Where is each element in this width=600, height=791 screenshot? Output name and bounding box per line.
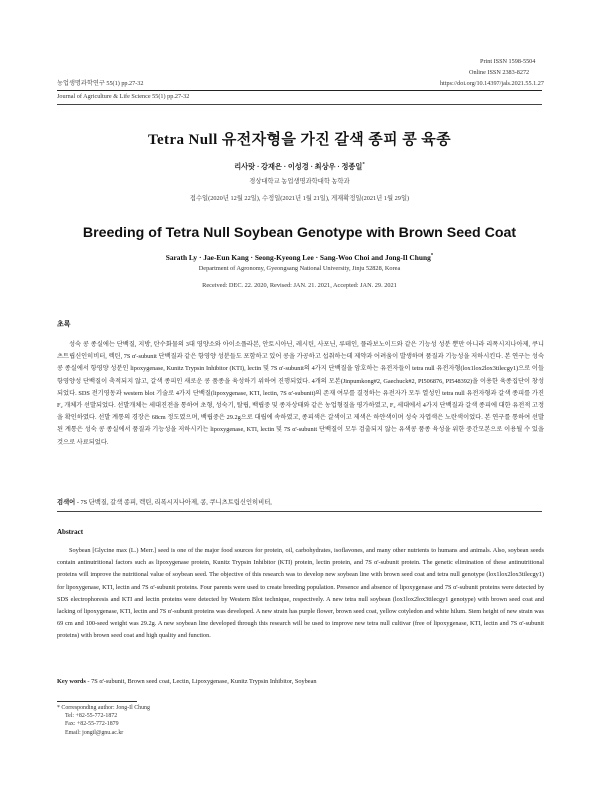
authors-korean: 리사랏 · 강재은 · 이성경 · 최상우 · 정종일* [234,162,365,171]
doi-link[interactable]: https://doi.org/10.14397/jals.2021.55.1.27 [439,80,544,87]
title-english: Breeding of Tetra Null Soybean Genotype with Brown Seed Coat [82,225,517,241]
header-rule-2 [57,104,542,105]
journal-english: Journal of Agriculture & Life Science 55(1) pp.27-32 [57,93,190,100]
title-korean: Tetra Null 유전자형을 가진 갈색 종피 콩 육종 [147,132,452,148]
keywords-english: Key words - 7S α'-subunit, Brown seed coat, Lectin, Lipoxygenase, Kunitz Trypsin Inhibitor, Soybean [57,678,317,685]
footnote-line-author: * Corresponding author: Jong-Il Chung [57,705,150,711]
keywords-korean: 검색어 - 7S 단백질, 갈색 종피, 렉틴, 리폭시지나아제, 콩, 쿠니츠트립신인히비터, [57,499,272,506]
abstract-english-body: Soybean [Glycine max (L.) Merr.] seed is one of the major food sources for protein, oil, carbohydrates, isoflavones, and many other nutrients to humans and animals. Also, soybean seeds contain antinutritional factors such as lipoxygenase protein, Kunitz Trypsin Inhibitor (KTI) protein, lectin protein, and 7S α'-subunit protein. The genetic elimination of these antinutritional proteins will improve the nutritional value of soybean seed. The objective of this research was to develop new soybean line with brown seed coat and tetra null genotype (lox1lox2lox3tilecgy1) for lipoxygenase, KTI, lectin and 7S α'-subunit proteins. Four parents were used to create breeding population. Presence and absence of lipoxygenase and 7S α'-subunit proteins were detected by SDS electrophoresis and KTI and lectin proteins were detected by Western Blot technique, respectively. A new tetra null soybean (lox1lox2lox3tilecgy1 genotype) with brown seed coat and lacking of lipoxygenase, KTI, lectin and 7S α'-subunit proteins was developed. A new strain has purple flower, brown seed coat, yellow cotyledon and white hilum. Stem height of new strain was 69 cm and 100-seed weight was 29.2g. A new soybean line developed through this research will be used to improve new tetra null cultivar (free of lipoxygenase, KTI, lectin and 7S α'-subunit proteins) with brown seed coat and high quality and function. [57,547,544,640]
dates-english: Received: DEC. 22. 2020, Revised: JAN. 21. 2021, Accepted: JAN. 29. 2021 [202,282,397,289]
affiliation-korean: 경상대학교 농업생명과학대학 농학과 [249,178,350,185]
authors-english: Sarath Ly · Jae-Eun Kang · Seong-Kyeong Lee · Sang-Woo Choi and Jong-Il Chung* [165,253,434,262]
online-issn: Online ISSN 2383-8272 [469,69,530,76]
section-rule [57,511,542,512]
header-rule [57,90,542,91]
footnote-email[interactable]: Email: jongil@gnu.ac.kr [65,729,124,736]
affiliation-english: Department of Agronomy, Gyeongsang National University, Jinju 52828, Korea [198,265,401,272]
print-issn: Print ISSN 1598-5504 [480,58,536,65]
corresponding-author-note [57,704,357,737]
journal-korean: 농업생명과학연구 55(1) pp.27-32 [57,80,144,87]
footnote-rule [57,701,137,702]
dates-korean: 접수일(2020년 12월 22일), 수정일(2021년 1월 21일), 게재확정일(2021년 1월 29일) [189,195,410,202]
abstract-korean-heading: 초록 [57,320,71,328]
footnote-tel: Tel: +82-55-772-1872 [65,713,118,720]
abstract-english-heading: Abstract [57,528,84,536]
abstract-korean-body: 성숙 콩 종실에는 단백질, 지방, 탄수화물의 3대 영양소와 아이소플라본, 안토시아닌, 레시틴, 사포닌, 루테인, 플라보노이드와 같은 기능성 성분 뿐만 아니라 리폭시지나아제, 쿠니츠트립신인히비터, 렉틴, 7S α'-subunit 단백질과 같은 항영양 성분들도 포함하고 있어 콩을 가공하고 섭취하는데 제약과 어려움이 발생하며 품질과 기능성을 저하시킨다. 본 연구는 성숙 콩 종실에서 항영양 성분인 lipoxygenase, Kunitz Trypsin Inhibitor (KTI), lectin 및 7S α'-subunit의 4가지 단백질을 암호하는 유전자들이 tetra null 유전자형(lox1lox2lox3tilecgy1)으로 이들 항영양성 단백질이 축적되지 않고, 갈색 종피인 새로운 콩 품종을 육성하기 위하여 진행되었다. 4개의 모본(Jinpumkong#2, Gaechuck#2, PI506876, PI548392)을 이용한 육종집단이 창성되었다. SDS 전기영동과 western blot 기술로 4가지 단백질(lipoxygenase, KTI, lectin, 7S α'-subunit)의 존재 여부를 결정하는 유전자가 모두 열성인 tetra null 유전자형과 갈색 종피를 가진 F₂ 개체가 선발되었다. 선발개체는 세대진전을 통하여 초형, 성숙기, 탈립, 백립중 및 종자상태와 같은 농업형질을 평가하였고, F₂ 세대에서 4가지 단백질과 갈색 종피에 대한 유전적 고정을 확인하였다. 선발 계통의 경장은 68cm 정도였으며, 백립중은 29.2g으로 대립에 속하였고, 종피색은 갈색이고 제색은 하얀색이며 성숙 자엽색은 노란색이었다. 본 연구를 통하여 선발된 계통은 성숙 콩 종실에서 품질과 기능성을 저하시키는 lipoxygenase, KTI, lectin 및 7S α'-subunit 단백질이 모두 검출되지 않는 유색콩 품종 육성을 위한 중간모본으로 이용될 수 있을 것으로 사료되었다. [57,341,544,446]
footnote-fax: Fax: +82-55-772-1879 [65,721,119,728]
